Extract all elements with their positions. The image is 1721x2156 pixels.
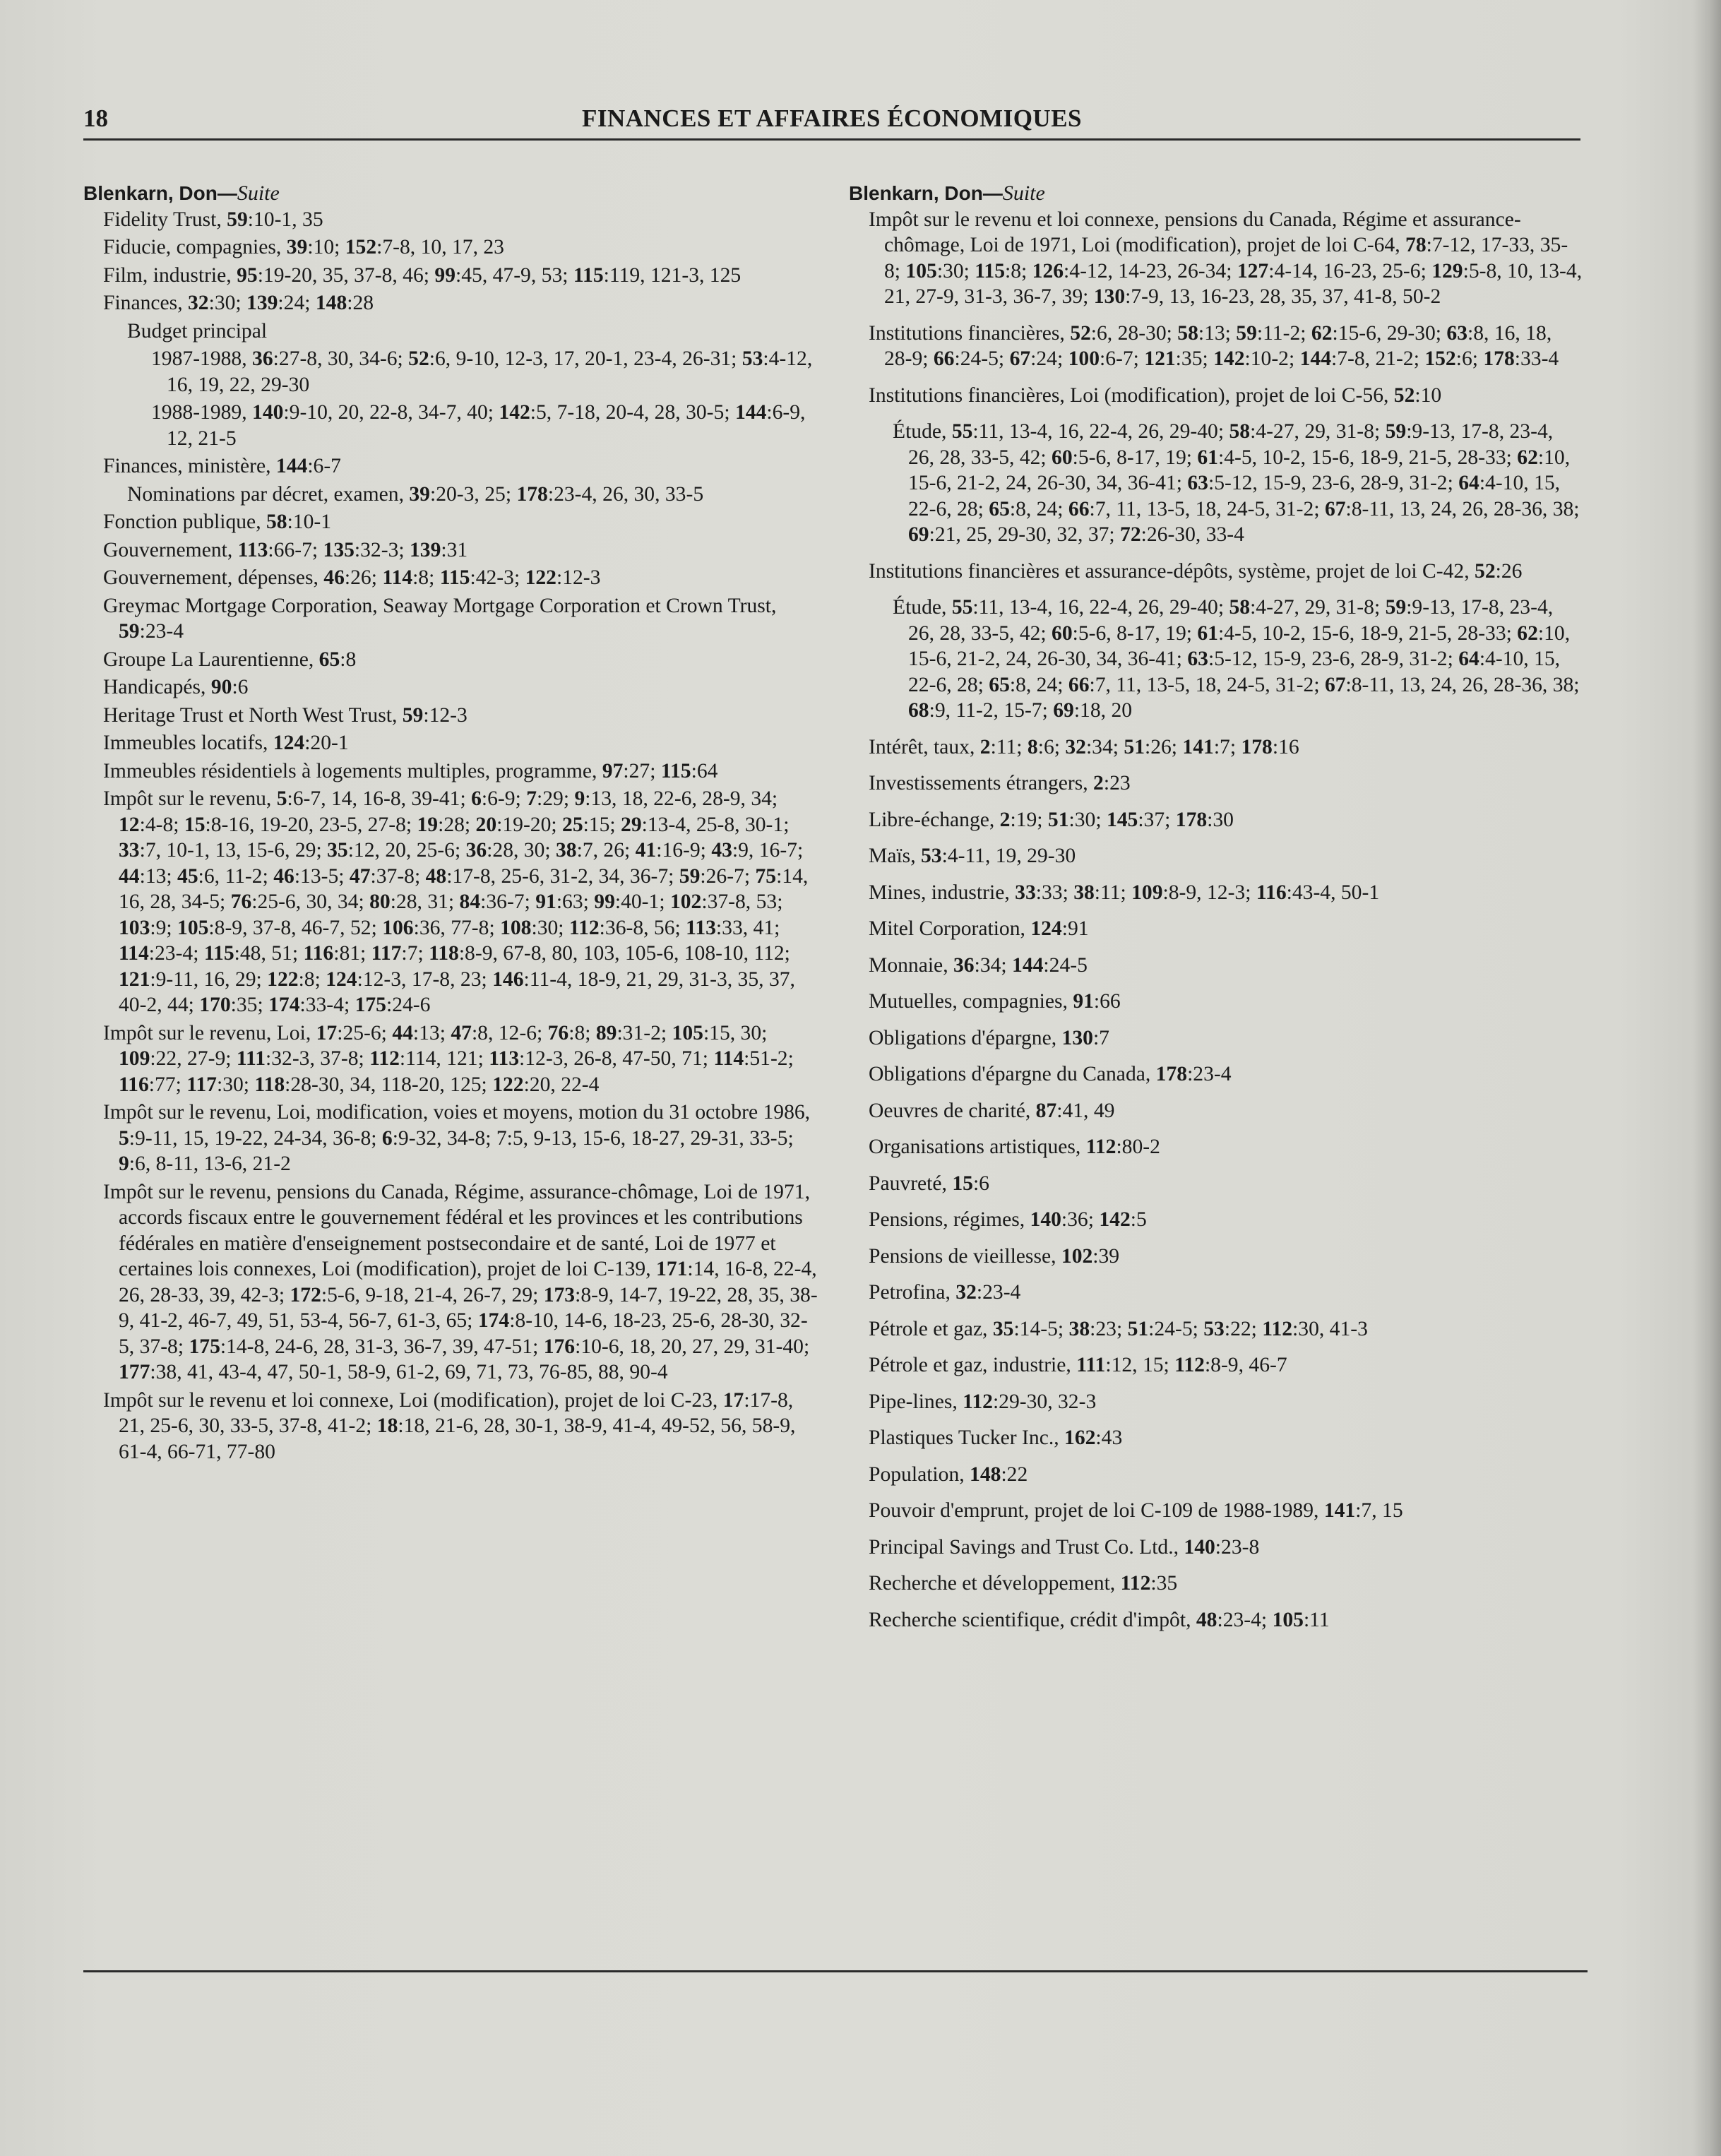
heading-name: Blenkarn, Don <box>849 182 983 204</box>
index-entry: Obligations d'épargne du Canada, 178:23-4 <box>869 1063 1232 1085</box>
index-entry: Fidelity Trust, 59:10-1, 35 <box>103 208 323 231</box>
right-column <box>849 181 1583 1643</box>
index-entry: Pensions de vieillesse, 102:39 <box>869 1244 1120 1268</box>
index-entry: Recherche scientifique, crédit d'impôt, 48:23-4; 105:11 <box>869 1608 1330 1631</box>
index-entry: Pipe-lines, 112:29-30, 32-3 <box>869 1390 1097 1413</box>
index-entry: Immeubles locatifs, 124:20-1 <box>103 732 349 754</box>
index-entry: Impôt sur le revenu et loi connexe, Loi (modification), projet de loi C-23, 17:17-8, 21, 25-6, 30, 33-5, 37-8, 41-2; 18:18, 21-6, 28, 30-1, 38-9, 41-4, 49-52, 56, 58-9, 61-4, 66-71, 77-80 <box>103 1388 796 1463</box>
index-entry: Plastiques Tucker Inc., 162:43 <box>869 1427 1123 1449</box>
index-entry: 1988-1989, 140:9-10, 20, 22-8, 34-7, 40; 142:5, 7-18, 20-4, 28, 30-5; 144:6-9, 12, 21-5 <box>151 401 806 450</box>
heading-suite: Suite <box>237 181 280 205</box>
index-entry: Impôt sur le revenu, Loi, 17:25-6; 44:13; 47:8, 12-6; 76:8; 89:31-2; 105:15, 30; 109:22, 27-9; 111:32-3, 37-8; 112:114, 121; 113:12-3, 26-8, 47-50, 71; 114:51-2; 116:77; 117:30; 118:28-30, 34, 118-20, 125; 122:20, 22-4 <box>103 1021 794 1096</box>
index-entry: Pauvreté, 15:6 <box>869 1172 989 1195</box>
index-entry: Organisations artistiques, 112:80-2 <box>869 1136 1160 1158</box>
index-entry: Immeubles résidentiels à logements multiples, programme, 97:27; 115:64 <box>103 759 718 782</box>
index-entry: Impôt sur le revenu, Loi, modification, voies et moyens, motion du 31 octobre 1986, 5:9-11, 15, 19-22, 24-34, 36-8; 6:9-32, 34-8; 7:5, 9-13, 15-6, 18-27, 29-31, 33-5; 9:6, 8-11, 13-6, 21-2 <box>103 1101 811 1175</box>
heading-suite: Suite <box>1002 181 1045 205</box>
index-entry: Obligations d'épargne, 130:7 <box>869 1026 1109 1049</box>
index-entry: Pensions, régimes, 140:36; 142:5 <box>869 1208 1147 1231</box>
page-header <box>83 105 1580 140</box>
index-entry: Institutions financières et assurance-dépôts, système, projet de loi C-42, 52:26 <box>869 559 1523 583</box>
page-number: 18 <box>83 105 108 132</box>
index-entry: 1987-1988, 36:27-8, 30, 34-6; 52:6, 9-10, 12-3, 17, 20-1, 23-4, 26-31; 53:4-12, 16, 19, 22, 29-30 <box>151 347 813 396</box>
index-entry: Institutions financières, 52:6, 28-30; 58:13; 59:11-2; 62:15-6, 29-30; 63:8, 16, 18, 28-9; 66:24-5; 67:24; 100:6-7; 121:35; 142:10-2; 144:7-8, 21-2; 152:6; 178:33-4 <box>869 321 1559 370</box>
index-entry: Mines, industrie, 33:33; 38:11; 109:8-9, 12-3; 116:43-4, 50-1 <box>869 881 1380 904</box>
index-heading: Blenkarn, Don—Suite <box>849 181 1045 205</box>
page-edge-shadow <box>1693 0 1721 2156</box>
index-entry: Étude, 55:11, 13-4, 16, 22-4, 26, 29-40; 58:4-27, 29, 31-8; 59:9-13, 17-8, 23-4, 26, 28, 33-5, 42; 60:5-6, 8-17, 19; 61:4-5, 10-2, 15-6, 18-9, 21-5, 28-33; 62:10, 15-6, 21-2, 24, 26-30, 34, 36-41; 63:5-12, 15-9, 23-6, 28-9, 31-2; 64:4-10, 15, 22-6, 28; 65:8, 24; 66:7, 11, 13-5, 18, 24-5, 31-2; 67:8-11, 13, 24, 26, 28-36, 38; 69:21, 25, 29-30, 32, 37; 72:26-30, 33-4 <box>893 420 1580 546</box>
index-entry: Monnaie, 36:34; 144:24-5 <box>869 953 1088 977</box>
right-entries <box>849 207 1583 1633</box>
index-entry: Heritage Trust et North West Trust, 59:12-3 <box>103 703 468 727</box>
index-entry: Fiducie, compagnies, 39:10; 152:7-8, 10, 17, 23 <box>103 236 504 258</box>
index-entry: Pétrole et gaz, 35:14-5; 38:23; 51:24-5; 53:22; 112:30, 41-3 <box>869 1317 1368 1340</box>
index-entry: Pouvoir d'emprunt, projet de loi C-109 de 1988-1989, 141:7, 15 <box>869 1499 1403 1522</box>
header-rule <box>83 138 1580 141</box>
left-column <box>83 181 818 1467</box>
page-title: FINANCES ET AFFAIRES ÉCONOMIQUES <box>581 105 1083 132</box>
index-heading: Blenkarn, Don—Suite <box>83 181 280 205</box>
index-entry: Petrofina, 32:23-4 <box>869 1281 1021 1304</box>
index-entry: Nominations par décret, examen, 39:20-3, 25; 178:23-4, 26, 30, 33-5 <box>127 482 704 506</box>
index-entry: Finances, ministère, 144:6-7 <box>103 455 341 477</box>
index-entry: Libre-échange, 2:19; 51:30; 145:37; 178:30 <box>869 808 1234 831</box>
index-entry: Greymac Mortgage Corporation, Seaway Mortgage Corporation et Crown Trust, 59:23-4 <box>103 594 777 643</box>
index-entry: Pétrole et gaz, industrie, 111:12, 15; 112:8-9, 46-7 <box>869 1354 1287 1376</box>
index-entry: Impôt sur le revenu et loi connexe, pensions du Canada, Régime et assurance-chômage, Loi de 1971, Loi (modification), projet de loi C-64, 78:7-12, 17-33, 35-8; 105:30; 115:8; 126:4-12, 14-23, 26-34; 127:4-14, 16-23, 25-6; 129:5-8, 10, 13-4, 21, 27-9, 31-3, 36-7, 39; 130:7-9, 13, 16-23, 28, 35, 37, 41-8, 50-2 <box>869 208 1583 308</box>
index-entry: Recherche et développement, 112:35 <box>869 1572 1178 1595</box>
index-entry: Institutions financières, Loi (modification), projet de loi C-56, 52:10 <box>869 383 1442 407</box>
index-entry: Impôt sur le revenu, pensions du Canada, Régime, assurance-chômage, Loi de 1971, accords fiscaux entre le gouvernement fédéral et les provinces et les contributions fédérales en matière d'enseignement postsecondaire et de santé, Loi de 1977 et certaines lois connexes, Loi (modification), projet de loi C-139, 171:14, 16-8, 22-4, 26, 28-33, 39, 42-3; 172:5-6, 9-18, 21-4, 26-7, 29; 173:8-9, 14-7, 19-22, 28, 35, 38-9, 41-2, 46-7, 49, 51, 53-4, 56-7, 61-3, 65; 174:8-10, 14-6, 18-23, 25-6, 28-30, 32-5, 37-8; 175:14-8, 24-6, 28, 31-3, 36-7, 39, 47-51; 176:10-6, 18, 20, 27, 29, 31-40; 177:38, 41, 43-4, 47, 50-1, 58-9, 61-2, 69, 71, 73, 76-85, 88, 90-4 <box>103 1180 818 1383</box>
index-entry: Mutuelles, compagnies, 91:66 <box>869 990 1121 1013</box>
index-entry: Groupe La Laurentienne, 65:8 <box>103 648 357 671</box>
left-entries <box>83 207 818 1465</box>
index-entry: Film, industrie, 95:19-20, 35, 37-8, 46; 99:45, 47-9, 53; 115:119, 121-3, 125 <box>103 263 742 287</box>
index-entry: Oeuvres de charité, 87:41, 49 <box>869 1099 1115 1122</box>
index-entry: Gouvernement, 113:66-7; 135:32-3; 139:31 <box>103 538 468 561</box>
index-entry: Handicapés, 90:6 <box>103 676 249 698</box>
index-entry: Principal Savings and Trust Co. Ltd., 140:23-8 <box>869 1535 1260 1559</box>
index-entry: Fonction publique, 58:10-1 <box>103 511 332 533</box>
index-entry: Population, 148:22 <box>869 1463 1028 1486</box>
index-entry: Mitel Corporation, 124:91 <box>869 917 1089 940</box>
index-entry: Finances, 32:30; 139:24; 148:28 <box>103 292 374 314</box>
index-entry: Étude, 55:11, 13-4, 16, 22-4, 26, 29-40; 58:4-27, 29, 31-8; 59:9-13, 17-8, 23-4, 26, 28, 33-5, 42; 60:5-6, 8-17, 19; 61:4-5, 10-2, 15-6, 18-9, 21-5, 28-33; 62:10, 15-6, 21-2, 24, 26-30, 34, 36-41; 63:5-12, 15-9, 23-6, 28-9, 31-2; 64:4-10, 15, 22-6, 28; 65:8, 24; 66:7, 11, 13-5, 18, 24-5, 31-2; 67:8-11, 13, 24, 26, 28-36, 38; 68:9, 11-2, 15-7; 69:18, 20 <box>893 596 1580 722</box>
footer-rule <box>83 1970 1588 1972</box>
heading-name: Blenkarn, Don <box>83 182 218 204</box>
index-entry: Investissements étrangers, 2:23 <box>869 772 1131 794</box>
index-entry: Maïs, 53:4-11, 19, 29-30 <box>869 845 1076 867</box>
index-entry: Impôt sur le revenu, 5:6-7, 14, 16-8, 39-41; 6:6-9; 7:29; 9:13, 18, 22-6, 28-9, 34; 12:4-8; 15:8-16, 19-20, 23-5, 27-8; 19:28; 20:19-20; 25:15; 29:13-4, 25-8, 30-1; 33:7, 10-1, 13, 15-6, 29; 35:12, 20, 25-6; 36:28, 30; 38:7, 26; 41:16-9; 43:9, 16-7; 44:13; 45:6, 11-2; 46:13-5; 47:37-8; 48:17-8, 25-6, 31-2, 34, 36-7; 59:26-7; 75:14, 16, 28, 34-5; 76:25-6, 30, 34; 80:28, 31; 84:36-7; 91:63; 99:40-1; 102:37-8, 53; 103:9; 105:8-9, 37-8, 46-7, 52; 106:36, 77-8; 108:30; 112:36-8, 56; 113:33, 41; 114:23-4; 115:48, 51; 116:81; 117:7; 118:8-9, 67-8, 80, 103, 105-6, 108-10, 112; 121:9-11, 16, 29; 122:8; 124:12-3, 17-8, 23; 146:11-4, 18-9, 21, 29, 31-3, 35, 37, 40-2, 44; 170:35; 174:33-4; 175:24-6 <box>103 787 809 1016</box>
index-entry: Budget principal <box>127 319 268 343</box>
index-entry: Intérêt, taux, 2:11; 8:6; 32:34; 51:26; 141:7; 178:16 <box>869 735 1299 758</box>
index-entry: Gouvernement, dépenses, 46:26; 114:8; 115:42-3; 122:12-3 <box>103 566 601 589</box>
